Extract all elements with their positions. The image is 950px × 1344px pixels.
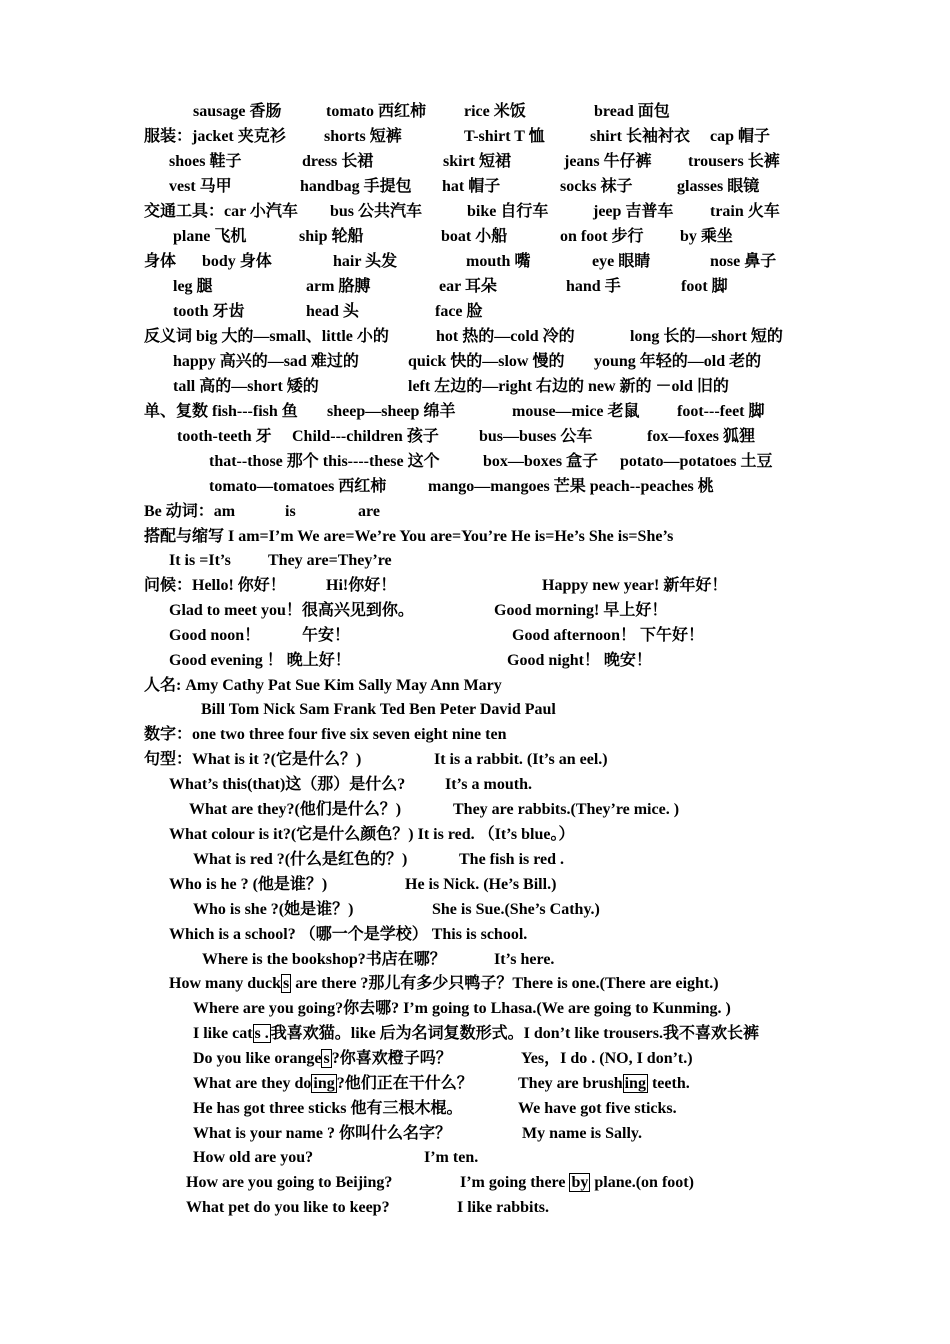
text-segment: [202, 949, 446, 971]
segment-text: It’s here.: [494, 951, 555, 968]
segment-text: hair 头发: [333, 253, 398, 270]
boxed-suffix: ing: [624, 1075, 646, 1092]
segment-text: mouse—mice 老鼠: [512, 403, 640, 420]
text-segment: [193, 1098, 462, 1120]
segment-text: leg 腿: [173, 278, 213, 295]
text-line: [0, 949, 950, 971]
text-segment: [306, 301, 359, 323]
segment-text: I’m going there: [460, 1174, 570, 1191]
text-segment: [408, 376, 729, 398]
text-segment: [169, 600, 414, 622]
text-segment: [302, 625, 350, 647]
text-segment: [144, 501, 235, 523]
segment-text: 问候：Hello! 你好！: [144, 577, 286, 594]
text-segment: [169, 650, 351, 672]
text-segment: [169, 973, 719, 995]
segment-text: It’s a mouth.: [445, 776, 532, 793]
text-segment: [453, 799, 679, 821]
segment-text: 交通工具：car 小汽车: [144, 203, 298, 220]
segment-text: Be 动词：am: [144, 503, 236, 520]
text-segment: [173, 276, 213, 298]
text-line: [0, 1147, 950, 1169]
text-line: [0, 326, 950, 348]
text-segment: [201, 699, 556, 721]
text-segment: [292, 426, 439, 448]
text-line: [0, 451, 950, 473]
segment-text: socks 袜子: [560, 178, 633, 195]
text-line: [0, 301, 950, 323]
text-line: [0, 998, 950, 1020]
segment-text: dress 长裙: [302, 153, 374, 170]
text-segment: [443, 151, 511, 173]
segment-text: I like rabbits.: [457, 1199, 550, 1216]
text-segment: [327, 401, 455, 423]
text-line: [0, 849, 950, 871]
text-segment: [594, 101, 670, 123]
text-line: [0, 226, 950, 248]
text-line: [0, 201, 950, 223]
segment-text-after: teeth.: [647, 1075, 690, 1092]
text-segment: [680, 226, 733, 248]
segment-text: She is Sue.(She’s Cathy.): [432, 901, 600, 918]
text-segment: [326, 101, 426, 123]
text-line: [0, 874, 950, 896]
segment-text: Bill Tom Nick Sam Frank Ted Ben Peter David Paul: [201, 701, 556, 718]
segment-text: I’m ten.: [424, 1149, 479, 1166]
text-segment: [710, 251, 776, 273]
segment-text: jeep 吉普车: [593, 203, 674, 220]
segment-text: trousers 长裤: [688, 153, 780, 170]
segment-text: hand 手: [566, 278, 621, 295]
text-segment: [193, 1147, 313, 1169]
text-segment: [442, 176, 500, 198]
segment-text: 数字：one two three four five six seven eight nine ten: [144, 726, 507, 743]
text-segment: [285, 501, 296, 523]
text-segment: [144, 126, 286, 148]
text-segment: [173, 226, 246, 248]
segment-text: 午安！: [302, 627, 351, 644]
text-segment: [144, 675, 502, 697]
segment-text: train 火车: [710, 203, 780, 220]
text-segment: [677, 401, 765, 423]
segment-text: sheep—sheep 绵羊: [327, 403, 456, 420]
text-segment: [594, 351, 761, 373]
segment-text: left 左边的—right 右边的 new 新的 －old 旧的: [408, 378, 729, 395]
text-segment: [169, 625, 260, 647]
text-line: [0, 1172, 950, 1194]
segment-text: Good evening ！ 晚上好！: [169, 652, 351, 669]
segment-text: They are brush: [518, 1075, 623, 1092]
text-segment: [169, 151, 241, 173]
segment-text: What colour is it?(它是什么颜色？) It is red. （It’s blue。）: [169, 826, 575, 843]
segment-text: Who is she ?(她是谁？): [193, 901, 354, 918]
segment-text: What pet do you like to keep?: [186, 1199, 390, 1216]
text-segment: [358, 501, 380, 523]
text-segment: [445, 774, 532, 796]
segment-text: is: [285, 503, 296, 520]
segment-text: 服装：jacket 夹克衫: [144, 128, 286, 145]
segment-text: Hi!你好！: [326, 577, 397, 594]
text-segment: [564, 151, 652, 173]
text-segment: [435, 301, 483, 323]
segment-text: cap 帽子: [710, 128, 771, 145]
text-segment: [306, 276, 370, 298]
segment-text: plane 飞机: [173, 228, 247, 245]
segment-text: foot 脚: [681, 278, 728, 295]
segment-text: Good morning! 早上好！: [494, 602, 668, 619]
segment-text: tomato 西红柿: [326, 103, 426, 120]
text-segment: [333, 251, 397, 273]
text-line: [0, 276, 950, 298]
text-segment: [494, 949, 554, 971]
segment-text: arm 胳膊: [306, 278, 371, 295]
segment-text: vest 马甲: [169, 178, 232, 195]
segment-text: 句型：What is it ?(它是什么？): [144, 751, 362, 768]
text-line: [0, 351, 950, 373]
text-line: [0, 924, 950, 946]
text-segment: [436, 326, 575, 348]
segment-text: Where is the bookshop?书店在哪？: [202, 951, 446, 968]
text-segment: [424, 1147, 478, 1169]
segment-text: that--those 那个 this----these 这个: [209, 453, 440, 470]
segment-text: We have got five sticks.: [518, 1100, 677, 1117]
segment-text: by 乘坐: [680, 228, 733, 245]
text-line: [0, 749, 950, 771]
segment-text: He is Nick. (He’s Bill.): [405, 876, 557, 893]
text-segment: [144, 326, 389, 348]
text-segment: [512, 625, 704, 647]
segment-text: 反义词 big 大的—small、little 小的: [144, 328, 389, 345]
text-segment: [144, 201, 298, 223]
text-segment: [173, 301, 245, 323]
text-segment: [326, 575, 396, 597]
text-segment: [144, 401, 298, 423]
text-line: [0, 376, 950, 398]
text-segment: [144, 251, 176, 273]
boxed-suffix: ing: [313, 1075, 335, 1092]
text-line: [0, 899, 950, 921]
text-segment: [434, 749, 608, 771]
segment-text: Good afternoon！ 下午好！: [512, 627, 705, 644]
text-segment: [169, 924, 527, 946]
segment-text: T-shirt T 恤: [464, 128, 545, 145]
boxed-suffix: s: [323, 1050, 330, 1067]
segment-text: rice 米饭: [464, 103, 526, 120]
text-line: [0, 401, 950, 423]
text-line: [0, 176, 950, 198]
text-segment: [521, 1048, 693, 1070]
segment-text: bread 面包: [594, 103, 670, 120]
segment-text: Glad to meet you！很高兴见到你。: [169, 602, 414, 619]
segment-text: potato—potatoes 土豆: [620, 453, 773, 470]
text-segment: [592, 251, 650, 273]
text-segment: [268, 550, 392, 572]
text-segment: [432, 899, 600, 921]
text-segment: [464, 101, 526, 123]
segment-text: It is =It’s: [169, 552, 231, 569]
text-segment: [173, 376, 319, 398]
text-segment: [193, 1048, 452, 1070]
segment-text: What’s this(that)这（那）是什么?: [169, 776, 406, 793]
segment-text-after: are there ?那儿有多少只鸭子？There is one.(There are eight.): [291, 975, 719, 992]
text-line: [0, 575, 950, 597]
text-segment: [457, 1197, 549, 1219]
text-segment: [439, 276, 497, 298]
text-segment: [169, 874, 327, 896]
segment-text: head 头: [306, 303, 359, 320]
text-segment: [169, 550, 231, 572]
text-segment: [209, 476, 386, 498]
text-segment: [459, 849, 564, 871]
text-segment: [677, 176, 759, 198]
segment-text: They are=They’re: [268, 552, 392, 569]
segment-text: 搭配与缩写 I am=I’m We are=We’re You are=You’re He is=He’s She is=She’s: [144, 528, 674, 545]
text-segment: [518, 1073, 690, 1095]
segment-text: 身体: [144, 253, 177, 270]
text-line: [0, 650, 950, 672]
text-segment: [169, 176, 232, 198]
segment-text: tooth 牙齿: [173, 303, 245, 320]
segment-text: shoes 鞋子: [169, 153, 242, 170]
text-segment: [688, 151, 780, 173]
segment-text: hot 热的—cold 冷的: [436, 328, 575, 345]
text-line: [0, 724, 950, 746]
segment-text: mango—mangoes 芒果 peach--peaches 桃: [428, 478, 714, 495]
segment-text: are: [358, 503, 380, 520]
segment-text: mouth 嘴: [466, 253, 531, 270]
segment-text: happy 高兴的—sad 难过的: [173, 353, 359, 370]
segment-text: The fish is red .: [459, 851, 565, 868]
text-segment: [593, 201, 673, 223]
text-segment: [560, 176, 632, 198]
text-segment: [144, 724, 507, 746]
text-segment: [193, 1123, 451, 1145]
segment-text: skirt 短裙: [443, 153, 512, 170]
text-segment: [177, 426, 272, 448]
text-segment: [186, 1197, 390, 1219]
text-line: [0, 1098, 950, 1120]
text-segment: [590, 126, 690, 148]
text-segment: [479, 426, 592, 448]
text-segment: [144, 749, 361, 771]
segment-text: young 年轻的—old 老的: [594, 353, 762, 370]
segment-text: He has got three sticks 他有三根木棍。: [193, 1100, 463, 1117]
text-segment: [144, 526, 673, 548]
segment-text: I like cat: [193, 1025, 253, 1042]
segment-text: ship 轮船: [299, 228, 364, 245]
text-segment: [507, 650, 652, 672]
text-line: [0, 251, 950, 273]
segment-text: How many duck: [169, 975, 282, 992]
text-segment: [169, 824, 575, 846]
text-line: [0, 600, 950, 622]
text-segment: [405, 874, 556, 896]
segment-text: on foot 步行: [560, 228, 644, 245]
text-segment: [173, 351, 359, 373]
segment-text-after: ?你喜欢橙子吗？: [331, 1050, 452, 1067]
segment-text: bike 自行车: [467, 203, 549, 220]
text-segment: [441, 226, 507, 248]
text-line: [0, 625, 950, 647]
text-segment: [467, 201, 548, 223]
text-segment: [193, 899, 353, 921]
text-segment: [464, 126, 545, 148]
segment-text: box—boxes 盒子: [483, 453, 599, 470]
segment-text: boat 小船: [441, 228, 508, 245]
segment-text: face 脸: [435, 303, 483, 320]
segment-text: 人名: Amy Cathy Pat Sue Kim Sally May Ann Mary: [144, 677, 502, 694]
text-segment: [460, 1172, 694, 1194]
text-segment: [647, 426, 755, 448]
segment-text: Which is a school? （哪一个是学校） This is school.: [169, 926, 528, 943]
text-line: [0, 101, 950, 123]
segment-text: jeans 牛仔裤: [564, 153, 652, 170]
segment-text: Happy new year! 新年好！: [542, 577, 728, 594]
segment-text: tooth-teeth 牙: [177, 428, 272, 445]
segment-text: Good night！ 晚安！: [507, 652, 652, 669]
segment-text: eye 眼睛: [592, 253, 651, 270]
segment-text: What are they do: [193, 1075, 312, 1092]
text-line: [0, 126, 950, 148]
text-line: [0, 1073, 950, 1095]
text-segment: [193, 1023, 759, 1045]
text-segment: [202, 251, 272, 273]
text-segment: [566, 276, 621, 298]
text-segment: [169, 774, 405, 796]
text-segment: [193, 849, 407, 871]
segment-text: glasses 眼镜: [677, 178, 760, 195]
text-segment: [193, 1073, 473, 1095]
text-segment: [560, 226, 644, 248]
segment-text: shorts 短裤: [324, 128, 402, 145]
segment-text-after: 我喜欢猫。like 后为名词复数形式。I don’t like trousers.我不喜欢长裤: [270, 1025, 759, 1042]
segment-text: shirt 长袖衬衣: [590, 128, 691, 145]
boxed-suffix: s: [283, 975, 290, 992]
segment-text: Where are you going?你去哪? I’m going to Lhasa.(We are going to Kunming. ): [193, 1000, 731, 1017]
segment-text: Yes，I do . (NO, I don’t.): [521, 1050, 693, 1067]
text-line: [0, 824, 950, 846]
text-segment: [710, 201, 780, 223]
segment-text: They are rabbits.(They’re mice. ): [453, 801, 680, 818]
segment-text: ear 耳朵: [439, 278, 497, 295]
text-line: [0, 1023, 950, 1045]
text-segment: [324, 126, 402, 148]
text-line: [0, 675, 950, 697]
text-segment: [330, 201, 422, 223]
text-segment: [518, 1098, 677, 1120]
segment-text: My name is Sally.: [522, 1125, 643, 1142]
text-line: [0, 426, 950, 448]
text-segment: [299, 226, 363, 248]
text-line: [0, 799, 950, 821]
segment-text: sausage 香肠: [193, 103, 282, 120]
segment-text: tomato—tomatoes 西红柿: [209, 478, 387, 495]
segment-text: Child---children 孩子: [292, 428, 439, 445]
text-line: [0, 699, 950, 721]
segment-text: nose 鼻子: [710, 253, 777, 270]
segment-text: body 身体: [202, 253, 272, 270]
segment-text: bus—buses 公车: [479, 428, 593, 445]
text-segment: [681, 276, 728, 298]
text-segment: [428, 476, 714, 498]
text-segment: [466, 251, 530, 273]
text-line: [0, 774, 950, 796]
segment-text: hat 帽子: [442, 178, 501, 195]
text-segment: [186, 1172, 392, 1194]
text-segment: [302, 151, 373, 173]
text-segment: [620, 451, 772, 473]
segment-text-after: ?他们正在干什么？: [336, 1075, 473, 1092]
text-segment: [522, 1123, 642, 1145]
segment-text: How old are you?: [193, 1149, 314, 1166]
boxed-suffix: by: [571, 1174, 589, 1191]
text-line: [0, 1197, 950, 1219]
segment-text: tall 高的—short 矮的: [173, 378, 319, 395]
segment-text: bus 公共汽车: [330, 203, 423, 220]
segment-text: Who is he ? (他是谁？): [169, 876, 328, 893]
text-segment: [630, 326, 783, 348]
text-segment: [189, 799, 401, 821]
text-segment: [483, 451, 598, 473]
segment-text: What is red ?(什么是红色的？): [193, 851, 408, 868]
text-segment: [512, 401, 640, 423]
text-segment: [542, 575, 727, 597]
text-segment: [209, 451, 440, 473]
text-segment: [193, 998, 731, 1020]
text-line: [0, 1123, 950, 1145]
segment-text: handbag 手提包: [300, 178, 412, 195]
segment-text-after: plane.(on foot): [590, 1174, 694, 1191]
segment-text: Do you like orange: [193, 1050, 322, 1067]
segment-text: It is a rabbit. (It’s an eel.): [434, 751, 608, 768]
text-segment: [144, 575, 286, 597]
segment-text: quick 快的—slow 慢的: [408, 353, 565, 370]
text-line: [0, 526, 950, 548]
text-line: [0, 973, 950, 995]
boxed-suffix: s .: [254, 1025, 269, 1042]
segment-text: long 长的—short 短的: [630, 328, 783, 345]
segment-text: foot---feet 脚: [677, 403, 765, 420]
text-segment: [494, 600, 667, 622]
text-segment: [193, 101, 281, 123]
text-segment: [408, 351, 564, 373]
segment-text: What are they?(他们是什么？): [189, 801, 402, 818]
segment-text: 单、复数 fish---fish 鱼: [144, 403, 298, 420]
text-line: [0, 476, 950, 498]
text-line: [0, 501, 950, 523]
text-segment: [300, 176, 412, 198]
segment-text: fox—foxes 狐狸: [647, 428, 755, 445]
segment-text: How are you going to Beijing?: [186, 1174, 393, 1191]
text-line: [0, 1048, 950, 1070]
text-segment: [710, 126, 770, 148]
segment-text: Good noon！: [169, 627, 261, 644]
segment-text: What is your name ? 你叫什么名字？: [193, 1125, 451, 1142]
text-line: [0, 151, 950, 173]
text-line: [0, 550, 950, 572]
